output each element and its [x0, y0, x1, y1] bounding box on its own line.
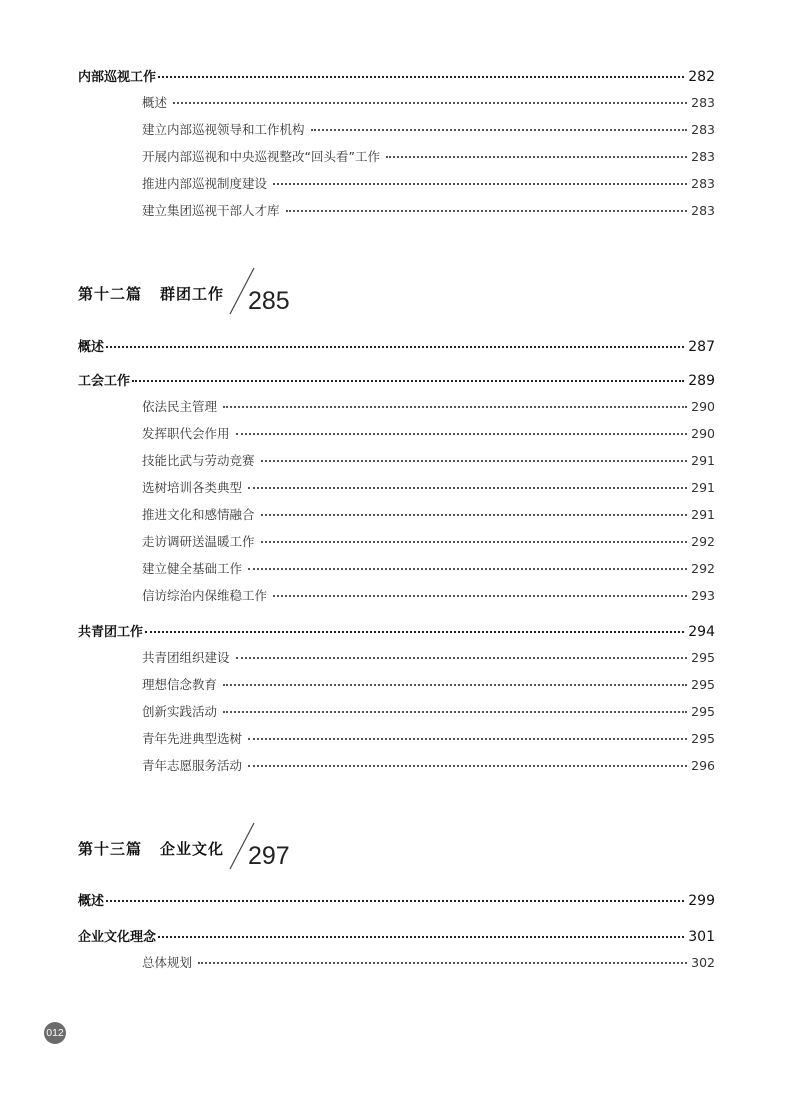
- toc-section-title: 内部巡视工作: [78, 70, 157, 85]
- dot-leader: [248, 738, 687, 740]
- toc-subentry-title: 建立集团巡视干部人才库: [142, 203, 280, 218]
- toc-subentry[interactable]: [142, 478, 715, 496]
- dot-leader: [273, 595, 687, 597]
- dot-leader: [106, 900, 684, 902]
- toc-subentry[interactable]: [142, 675, 715, 693]
- toc-subentry-title: 依法民主管理: [142, 399, 218, 414]
- toc-subentry[interactable]: [142, 532, 715, 550]
- toc-section-entry[interactable]: [78, 621, 715, 640]
- toc-subentry[interactable]: [142, 174, 715, 192]
- toc-subentry[interactable]: [142, 201, 715, 219]
- dot-leader: [236, 657, 688, 659]
- toc-subentry-title: 推进文化和感情融合: [142, 507, 255, 522]
- toc-page-number: 291: [691, 480, 715, 495]
- dot-leader: [248, 487, 687, 489]
- toc-section-entry[interactable]: [78, 890, 715, 909]
- toc-subentry[interactable]: [142, 756, 715, 774]
- toc-page-number: 282: [688, 69, 715, 85]
- chapter-name: 企业文化: [160, 840, 225, 858]
- dot-leader: [158, 936, 684, 938]
- dot-leader: [198, 962, 687, 964]
- toc-subentry-title: 发挥职代会作用: [142, 426, 230, 441]
- toc-page-number: 294: [688, 624, 715, 640]
- toc-section-title: 概述: [78, 340, 105, 355]
- toc-section-title: 企业文化理念: [78, 930, 157, 945]
- dot-leader: [386, 156, 687, 158]
- toc-page-number: 290: [691, 426, 715, 441]
- toc-subentry[interactable]: [142, 953, 715, 971]
- dot-leader: [236, 433, 688, 435]
- toc-subentry-title: 概述: [142, 95, 168, 110]
- toc-section-entry[interactable]: [78, 66, 715, 85]
- chapter-page-number: 297: [248, 842, 290, 870]
- toc-page-number: 296: [691, 758, 715, 773]
- toc-subentry[interactable]: [142, 648, 715, 666]
- dot-leader: [223, 406, 687, 408]
- toc-page-number: 287: [688, 339, 715, 355]
- toc-subentry-title: 总体规划: [142, 955, 193, 970]
- toc-subentry[interactable]: [142, 397, 715, 415]
- toc-subentry-title: 走访调研送温暖工作: [142, 534, 255, 549]
- toc-subentry[interactable]: [142, 120, 715, 138]
- toc-subentry-title: 技能比武与劳动竞赛: [142, 453, 255, 468]
- toc-page-number: 293: [691, 588, 715, 603]
- toc-page-number: 289: [688, 373, 715, 389]
- toc-page-number: 283: [691, 95, 715, 110]
- toc-section-title: 共青团工作: [78, 625, 144, 640]
- toc-page-number: 295: [691, 731, 715, 746]
- toc-page-number: 299: [688, 893, 715, 909]
- toc-subentry[interactable]: [142, 451, 715, 469]
- toc-subentry[interactable]: [142, 93, 715, 111]
- toc-subentry-title: 理想信念教育: [142, 677, 218, 692]
- chapter-title: [78, 838, 224, 859]
- toc-section-entry[interactable]: [78, 370, 715, 389]
- toc-subentry[interactable]: [142, 586, 715, 604]
- toc-page-number: 295: [691, 704, 715, 719]
- toc-page-number: 302: [691, 955, 715, 970]
- dot-leader: [223, 711, 687, 713]
- toc-subentry[interactable]: [142, 147, 715, 165]
- dot-leader: [173, 102, 687, 104]
- toc-page-number: 301: [688, 929, 715, 945]
- dot-leader: [223, 684, 687, 686]
- toc-section-title: 概述: [78, 894, 105, 909]
- dot-leader: [311, 129, 688, 131]
- toc-section-title: 工会工作: [78, 374, 131, 389]
- chapter-title: [78, 283, 224, 304]
- dot-leader: [248, 765, 687, 767]
- dot-leader: [286, 210, 688, 212]
- dot-leader: [158, 76, 684, 78]
- toc-subentry-title: 建立内部巡视领导和工作机构: [142, 122, 305, 137]
- toc-subentry-title: 青年志愿服务活动: [142, 758, 243, 773]
- toc-page-number: 283: [691, 149, 715, 164]
- dot-leader: [106, 346, 684, 348]
- toc-subentry-title: 开展内部巡视和中央巡视整改“回头看”工作: [142, 149, 380, 164]
- toc-page-number: 295: [691, 650, 715, 665]
- dot-leader: [261, 460, 688, 462]
- toc-subentry-title: 创新实践活动: [142, 704, 218, 719]
- dot-leader: [248, 568, 687, 570]
- toc-section-entry[interactable]: [78, 926, 715, 945]
- dot-leader: [132, 380, 684, 382]
- toc-subentry[interactable]: [142, 559, 715, 577]
- toc-page-number: 292: [691, 534, 715, 549]
- toc-subentry-title: 青年先进典型选树: [142, 731, 243, 746]
- dot-leader: [261, 541, 688, 543]
- toc-subentry[interactable]: [142, 505, 715, 523]
- dot-leader: [273, 183, 687, 185]
- toc-page-number: 283: [691, 203, 715, 218]
- chapter-part: 第十二篇: [78, 285, 143, 303]
- chapter-part: 第十三篇: [78, 840, 143, 858]
- chapter-page-number: 285: [248, 287, 290, 315]
- toc-subentry-title: 推进内部巡视制度建设: [142, 176, 268, 191]
- toc-page-number: 283: [691, 122, 715, 137]
- toc-subentry-title: 共青团组织建设: [142, 650, 230, 665]
- toc-page-number: 283: [691, 176, 715, 191]
- toc-page-number: 291: [691, 507, 715, 522]
- toc-subentry[interactable]: [142, 702, 715, 720]
- chapter-name: 群团工作: [160, 285, 225, 303]
- toc-page-number: 290: [691, 399, 715, 414]
- dot-leader: [261, 514, 688, 516]
- dot-leader: [145, 631, 684, 633]
- toc-page-number: 295: [691, 677, 715, 692]
- toc-page-number: 292: [691, 561, 715, 576]
- toc-subentry[interactable]: [142, 729, 715, 747]
- toc-subentry-title: 建立健全基础工作: [142, 561, 243, 576]
- toc-subentry[interactable]: [142, 424, 715, 442]
- toc-subentry-title: 信访综治内保维稳工作: [142, 588, 268, 603]
- toc-subentry-title: 选树培训各类典型: [142, 480, 243, 495]
- toc-page-number: 291: [691, 453, 715, 468]
- toc-section-entry[interactable]: [78, 336, 715, 355]
- page-number-badge: 012: [44, 1022, 66, 1044]
